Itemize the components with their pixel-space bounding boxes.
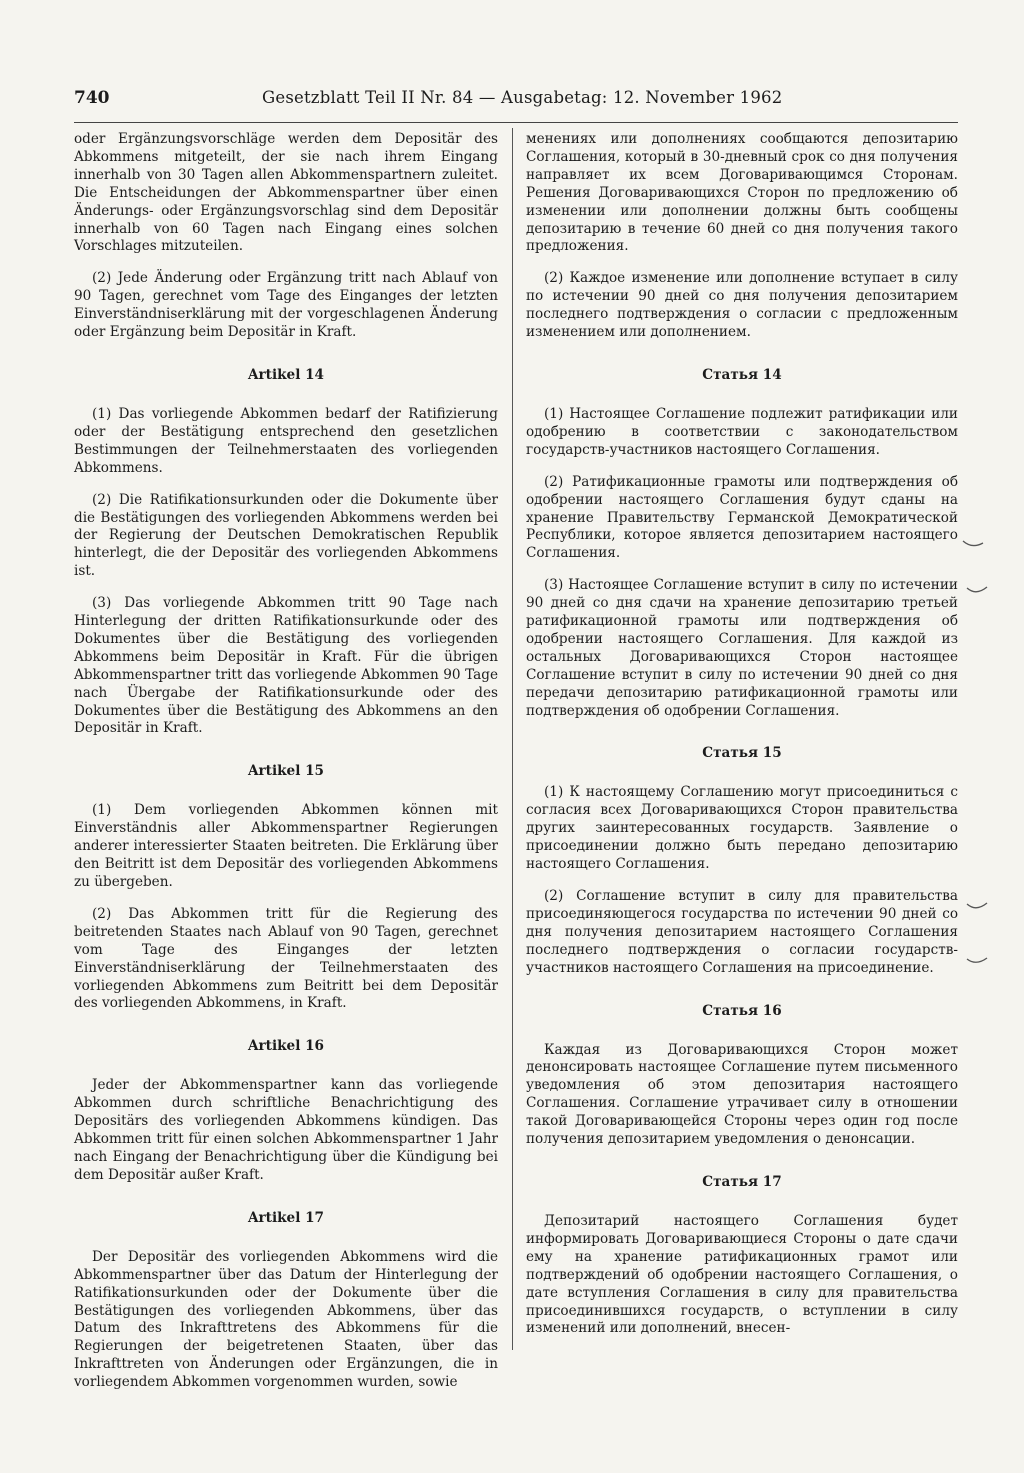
ru-article-14-paragraph-2: (2) Ратификационные грамоты или подтверждения об одобрении настоящего Соглашения будут сданы на хранение Правительству Германской Демократической Республики, которое является депозитарием настоящего Соглашения. [526, 473, 958, 562]
de-article-14-title: Artikel 14 [247, 366, 325, 383]
de-article-16-title: Artikel 16 [247, 1038, 325, 1055]
header-rule [74, 122, 958, 123]
ru-article-14-title: Статья 14 [702, 366, 782, 383]
column-divider [512, 128, 513, 1350]
ru-article-15-paragraph-2: (2) Соглашение вступит в силу для правительства присоединяющегося государства по истечении 90 дней со дня получения депозитарием настоящего Соглашения последнего подтверждения о согласии государств-участников настоящего Соглашения на присоединение. [526, 888, 958, 976]
de-article-17-paragraph-1: Der Depositär des vorliegenden Abkommens wird die Abkommenspartner über das Datum der Hinterlegung der Ratifikationsurkunden oder der Dokumente über die Bestätigungen des vorliegenden Abkommens, über das Datum des Inkrafttretens des Abkommens für die Regierungen der beigetretenen Staaten, über das Inkrafttreten von Änderungen oder Ergänzungen, die in vorliegendem Abkommen vorgenommen wurden, sowie [74, 1248, 498, 1391]
de-intro-paragraph-2: (2) Jede Änderung oder Ergänzung tritt nach Ablauf von 90 Tagen, gerechnet vom Tage des Einganges der letzten Einverständniserklärung mit der vorgeschlagenen Änderung oder Ergänzung beim Depositär in Kraft. [74, 270, 498, 341]
margin-tick-mark [966, 955, 988, 967]
german-column [74, 131, 498, 1392]
de-article-15-paragraph-1: (1) Dem vorliegenden Abkommen können mit Einverständnis aller Abkommenspartner Regierungen anderer interessierter Staaten beitreten. Die Erklärung über den Beitritt ist dem Depositär des vorliegenden Abkommens zu übergeben. [74, 802, 498, 890]
de-article-15-title: Artikel 15 [247, 763, 325, 780]
ru-article-15-title: Статья 15 [702, 745, 782, 762]
de-article-15-paragraph-2: (2) Das Abkommen tritt für die Regierung des beitretenden Staates nach Ablauf von 90 Tagen, gerechnet vom Tage des Einganges der letzten Einverständniserklärung der Teilnehmerstaaten des vorliegenden Abkommens zum Beitritt bei dem Depositär des vorliegenden Abkommens, in Kraft. [74, 905, 498, 1012]
de-article-14-paragraph-3: (3) Das vorliegende Abkommen tritt 90 Tage nach Hinterlegung der dritten Ratifikationsurkunde oder des Dokumentes über die Bestätigung des vorliegenden Abkommens beim Depositär in Kraft. Für die übrigen Abkommenspartner tritt das vorliegende Abkommen 90 Tage nach Übergabe der Ratifikationsurkunde oder des Dokumentes über die Bestätigung des Abkommens an den Depositär in Kraft. [74, 595, 498, 737]
margin-tick-mark [962, 538, 984, 550]
ru-intro-paragraph-2: (2) Каждое изменение или дополнение вступает в силу по истечении 90 дней со дня получения депозитарием последнего подтверждения о согласии с предложенным изменением или дополнением. [526, 270, 958, 341]
ru-article-15-paragraph-1: (1) К настоящему Соглашению могут присоединиться с согласия всех Договаривающихся Сторон правительства других заинтересованных государств. Заявление о присоединении должно быть передано депозитарию настоящего Соглашения. [526, 784, 958, 873]
ru-article-14-paragraph-3: (3) Настоящее Соглашение вступит в силу по истечении 90 дней со дня сдачи на хранение депозитарию третьей ратификационной грамоты или подтверждения об одобрении настоящего Соглашения. Для каждой из остальных Договаривающихся Сторон настоящее Соглашение вступит в силу по истечении 90 дней со дня передачи депозитарию ратификационной грамоты или подтверждения об одобрении Соглашения. [526, 577, 958, 719]
de-article-14-paragraph-1: (1) Das vorliegende Abkommen bedarf der Ratifizierung oder der Bestätigung entsprechend den gesetzlichen Bestimmungen der Teilnehmerstaaten des vorliegenden Abkommens. [74, 405, 498, 476]
russian-column [526, 131, 958, 1338]
de-article-16-paragraph-1: Jeder der Abkommenspartner kann das vorliegende Abkommen durch schriftliche Benachrichtigung des Depositärs des vorliegenden Abkommens kündigen. Das Abkommen tritt für einen solchen Abkommenspartner 1 Jahr nach Eingang der Benachrichtigung über die Kündigung bei dem Depositär außer Kraft. [74, 1077, 498, 1183]
running-head: Gesetzblatt Teil II Nr. 84 — Ausgabetag: 12. November 1962 [262, 88, 783, 107]
de-article-14-paragraph-2: (2) Die Ratifikationsurkunden oder die Dokumente über die Bestätigungen des vorliegenden Abkommens werden bei der Regierung der Deutschen Demokratischen Republik hinterlegt, die der Depositär des vorliegenden Abkommens ist. [74, 491, 498, 580]
ru-article-16-title: Статья 16 [702, 1002, 782, 1019]
de-article-17-title: Artikel 17 [247, 1209, 325, 1226]
ru-intro-paragraph-1: менениях или дополнениях сообщаются депозитарию Соглашения, который в 30-дневный срок со дня получения направляет их всем Договаривающимся Сторонам. Решения Договаривающихся Сторон по предложению об изменении или дополнении должны быть сообщены депозитарию в течение 60 дней со дня получения такого предложения. [526, 131, 958, 255]
ru-article-14-paragraph-1: (1) Настоящее Соглашение подлежит ратификации или одобрению в соответствии с законодательством государств-участников настоящего Соглашения. [526, 405, 958, 458]
margin-tick-mark [966, 900, 988, 912]
ru-article-17-title: Статья 17 [702, 1173, 782, 1190]
ru-article-17-paragraph-1: Депозитарий настоящего Соглашения будет информировать Договаривающиеся Стороны о дате сдачи ему на хранение ратификационных грамот или подтверждений об одобрении настоящего Соглашения, о дате вступления Соглашения в силу для правительства присоединившихся государств, о вступлении в силу изменений или дополнений, внесен- [526, 1212, 958, 1337]
ru-article-16-paragraph-1: Каждая из Договаривающихся Сторон может денонсировать настоящее Соглашение путем письменного уведомления об этом депозитария настоящего Соглашения. Соглашение утрачивает силу в отношении такой Договаривающейся Стороны через один год после получения депозитарием уведомления о денонсации. [526, 1041, 958, 1148]
page-number: 740 [74, 88, 110, 108]
page-header [74, 88, 954, 118]
margin-tick-mark [966, 585, 988, 597]
de-intro-paragraph-1: oder Ergänzungsvorschläge werden dem Depositär des Abkommens mitgeteilt, der sie nach ihrem Eingang innerhalb von 30 Tagen allen Abkommenspartnern zuleitet. Die Entscheidungen der Abkommenspartner über einen Änderungs- oder Ergänzungsvorschlag sind dem Depositär innerhalb von 60 Tagen nach Eingang eines solchen Vorschlages mitzuteilen. [74, 131, 498, 255]
